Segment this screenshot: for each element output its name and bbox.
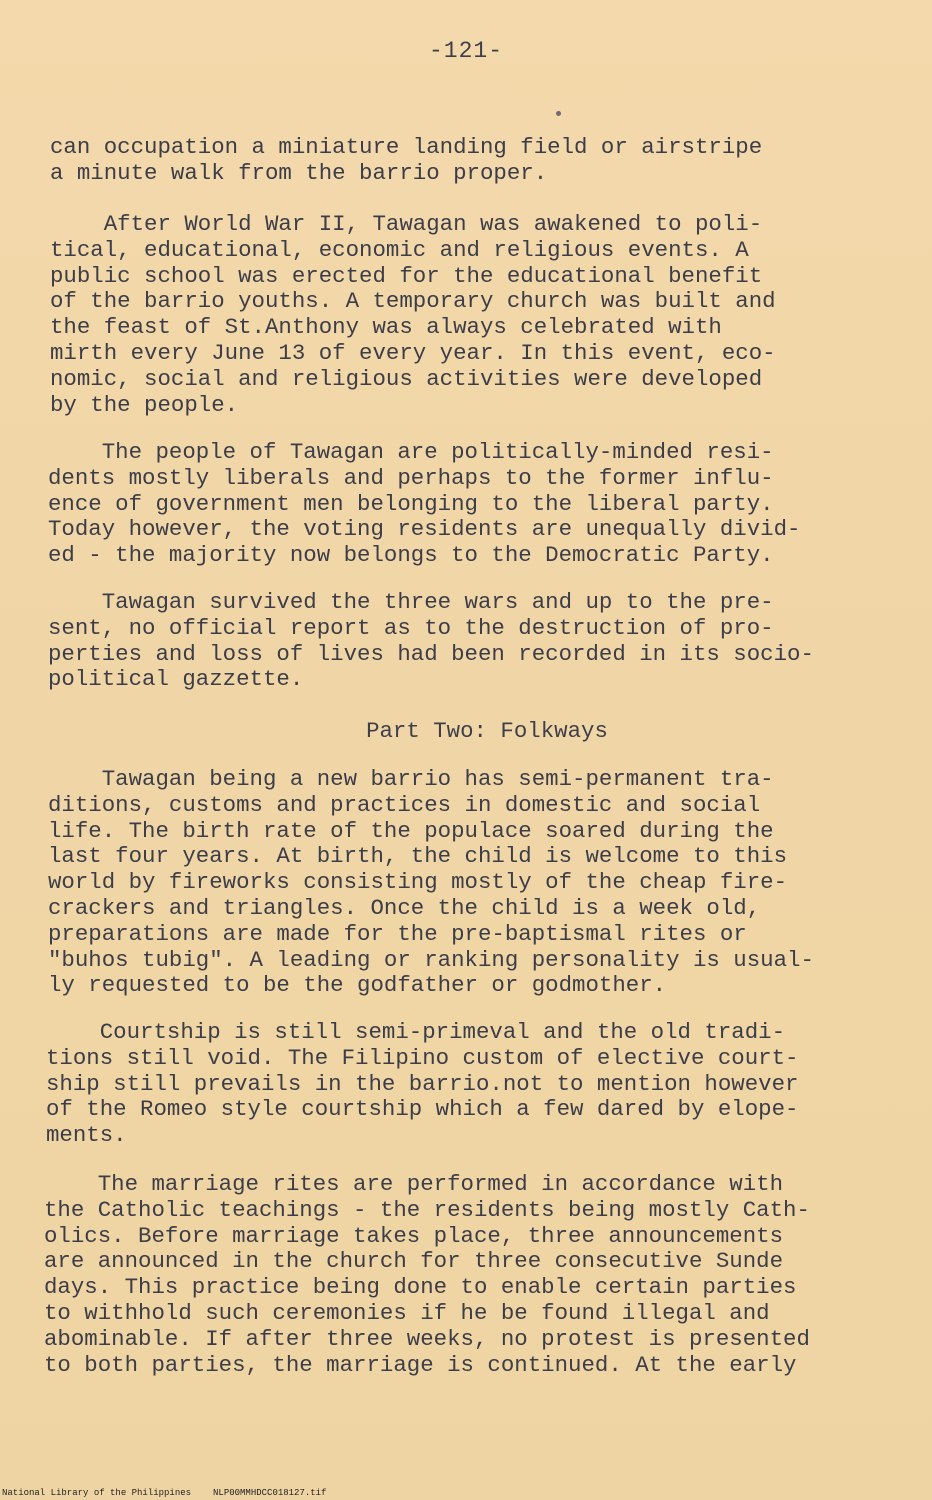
paragraph-5: Tawagan being a new barrio has semi-permanent tra- ditions, customs and practices in domestic and social life. The birth rate of the populace soared during the last four years. At birth, the child is welcome to this world by fireworks consisting mostly of the cheap fire- crackers and triangles. Once the child is a week old, preparations are made for the pre-baptismal rites or "buhos tubig". A leading or ranking personality is usual- ly requested to be the godfather or godmother. (48, 766, 814, 999)
scan-footer (2, 1488, 348, 1498)
paragraph-2: After World War II, Tawagan was awakened to poli- tical, educational, economic and religious events. A public school was erected for the educational benefit of the barrio youths. A temporary church was built and the feast of St.Anthony was always celebrated with mirth every June 13 of every year. In this event, eco- nomic, social and religious activities were developed by the people. (50, 211, 776, 418)
library-label: National Library of the Philippines (2, 1488, 192, 1498)
paragraph-1: can occupation a miniature landing field or airstripe a minute walk from the barrio proper. (50, 134, 763, 186)
paragraph-7: The marriage rites are performed in accordance with the Catholic teachings - the residents being mostly Cath- olics. Before marriage takes place, three announcements are announced in the church for three consecutive Sunde days. This practice being done to enable certain parties to withhold such ceremonies if he be found illegal and abominable. If after three weeks, no protest is presented to both parties, the marriage is continued. At the early (44, 1171, 810, 1378)
paragraph-6: Courtship is still semi-primeval and the old tradi- tions still void. The Filipino custom of elective court- ship still prevails in the barrio.not to mention however of the Romeo style courtship which a few dared by elope- ments. (46, 1019, 799, 1149)
ink-dot (556, 111, 561, 116)
section-heading: Part Two: Folkways (366, 718, 608, 744)
paragraph-3: The people of Tawagan are politically-minded resi- dents mostly liberals and perhaps to the former influ- ence of government men belonging to the liberal party. Today however, the voting residents are unequally divid- ed - the majority now belongs to the Democratic Party. (48, 439, 801, 569)
file-name: NLP00MMHDCC018127.tif (213, 1488, 327, 1498)
paragraph-4: Tawagan survived the three wars and up to the pre- sent, no official report as to the destruction of pro- perties and loss of lives had been recorded in its socio- political gazzette. (48, 589, 814, 693)
page-number: -121- (428, 38, 503, 64)
